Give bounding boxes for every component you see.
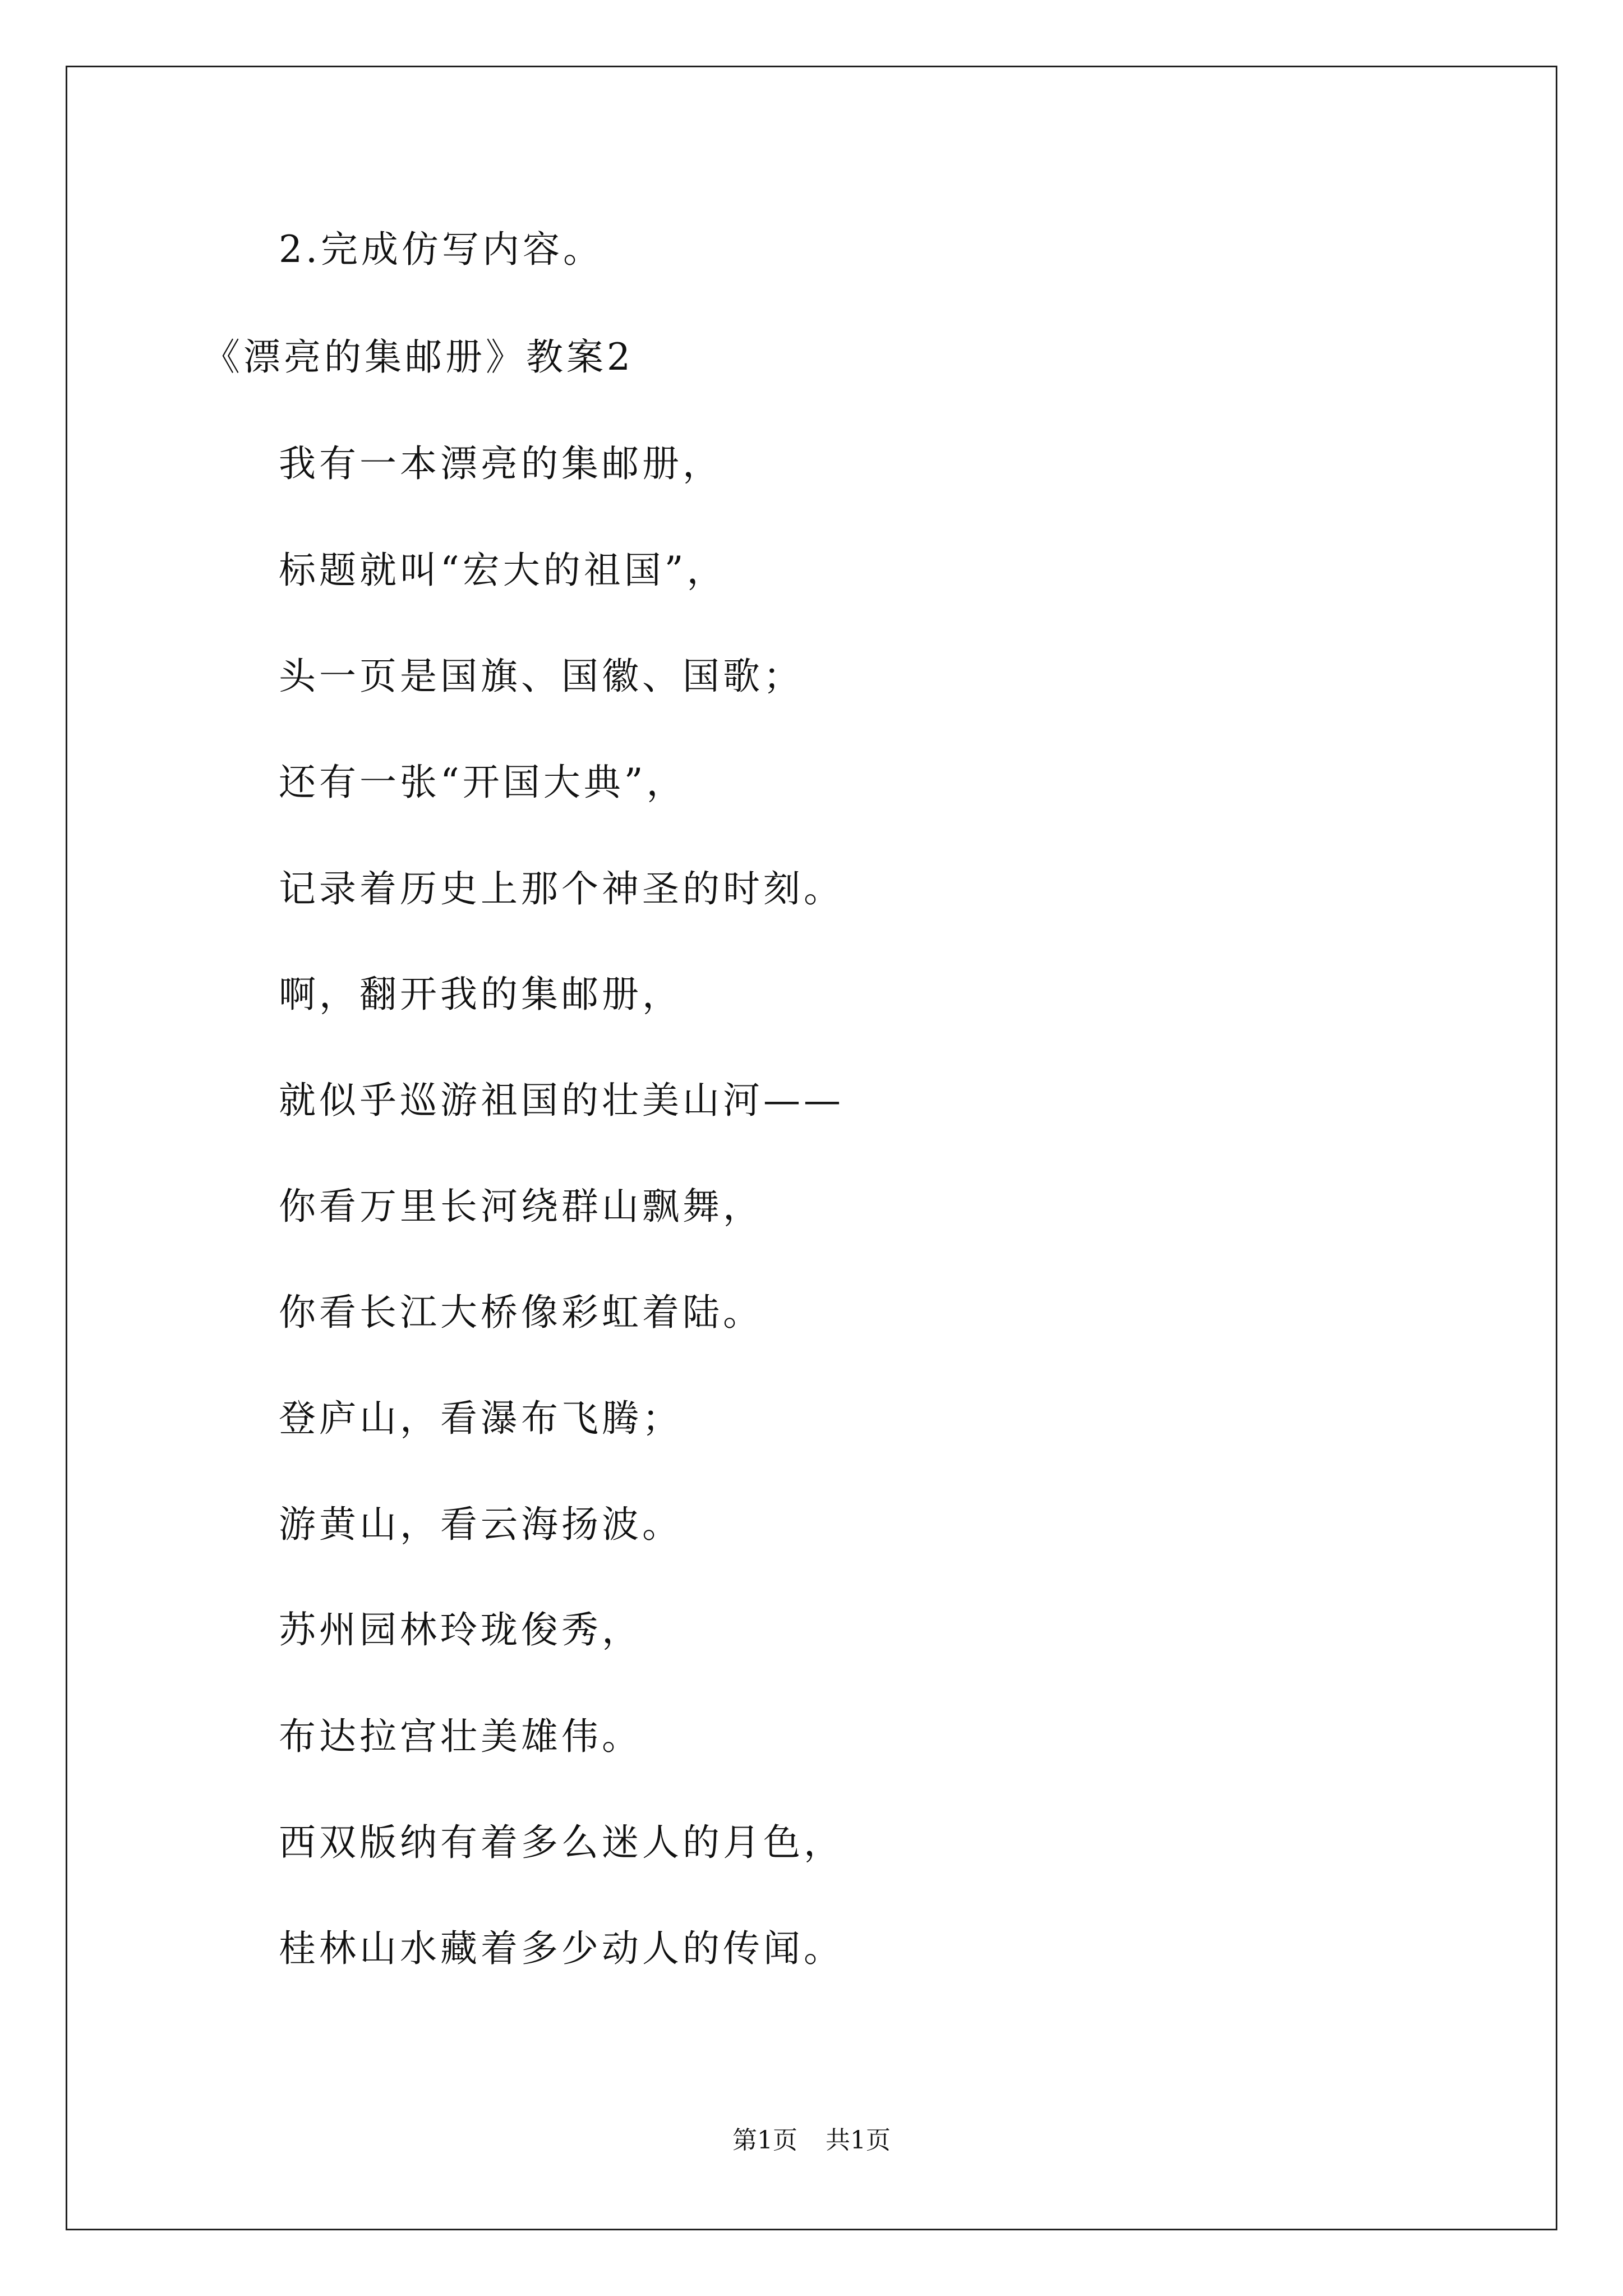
poem-line: 游黄山，看云海扬波。 <box>279 1503 683 1546</box>
poem-line: 登庐山，看瀑布飞腾； <box>279 1397 683 1440</box>
poem-line: 苏州园林玲珑俊秀， <box>279 1608 642 1651</box>
page-footer <box>0 2125 1623 2156</box>
poem-line: 头一页是国旗、国徽、国歌； <box>279 655 804 698</box>
poem-line: 桂林山水藏着多少动人的传闻。 <box>279 1927 844 1970</box>
poem-line: 你看长江大桥像彩虹着陆。 <box>279 1291 763 1334</box>
poem-line: 布达拉宫壮美雄伟。 <box>279 1715 642 1758</box>
section-title: 《漂亮的集邮册》教案2 <box>203 335 634 379</box>
page-number: 第1页 <box>732 2126 797 2155</box>
poem-line: 我有一本漂亮的集邮册， <box>279 442 723 485</box>
poem-line: 就似乎巡游祖国的壮美山河—— <box>279 1079 844 1122</box>
poem-line: 记录着历史上那个神圣的时刻。 <box>279 867 844 910</box>
poem-line: 还有一张“开国大典”， <box>279 761 687 804</box>
page-frame <box>66 66 1557 2230</box>
poem-line: 标题就叫“宏大的祖国”， <box>279 549 727 592</box>
poem-line: 西双版纳有着多么迷人的月色， <box>279 1821 844 1864</box>
text-line-instruction: 2.完成仿写内容。 <box>279 228 603 271</box>
page-total: 共1页 <box>826 2126 891 2155</box>
poem-line: 你看万里长河绕群山飘舞， <box>279 1185 763 1228</box>
poem-line: 啊，翻开我的集邮册， <box>279 973 683 1016</box>
